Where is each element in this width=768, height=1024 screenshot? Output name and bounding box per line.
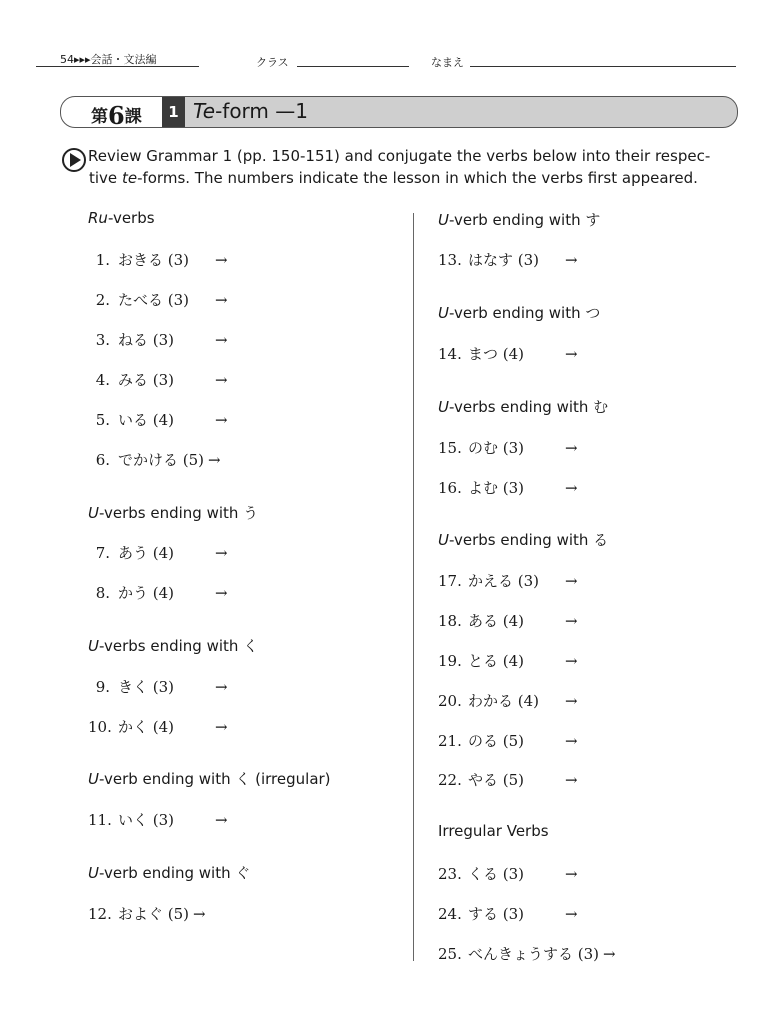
verb-word: みる (3) — [118, 371, 175, 389]
arrow-icon: → — [215, 584, 228, 602]
arrow-icon: → — [565, 771, 578, 789]
verb-word: かえる (3) — [468, 572, 540, 590]
verb-item — [88, 902, 206, 926]
verb-item — [438, 248, 578, 272]
verb-word: かう (4) — [118, 584, 175, 602]
verb-word: のむ (3) — [468, 439, 525, 457]
item-number: 3. — [95, 331, 110, 349]
item-number: 25. — [438, 945, 462, 963]
item-number: 8. — [95, 584, 110, 602]
verb-item — [88, 288, 228, 312]
item-number: 11. — [88, 811, 112, 829]
verb-item — [438, 342, 578, 366]
verb-word: わかる (4) — [468, 692, 540, 710]
item-number: 14. — [438, 345, 462, 363]
arrow-icon: → — [565, 439, 578, 457]
arrow-icon: → — [565, 652, 578, 670]
section-heading: U-verb ending with つ — [438, 304, 601, 322]
lesson-label: 第6課 — [91, 101, 142, 128]
instructions: Review Grammar 1 (pp. 150-151) and conjugate the verbs below into their respec- tive te-forms. The numbers indicate the lesson in which the verbs first appeared. — [88, 147, 711, 187]
verb-item — [438, 902, 578, 926]
item-number: 23. — [438, 865, 462, 883]
verb-item — [88, 541, 228, 565]
verb-word: かく (4) — [118, 718, 175, 736]
item-number: 1. — [95, 251, 110, 269]
item-number: 4. — [95, 371, 110, 389]
verb-word: べんきょうする (3) — [468, 945, 600, 963]
arrow-icon: → — [565, 732, 578, 750]
verb-word: あう (4) — [118, 544, 175, 562]
verb-word: やる (5) — [468, 771, 525, 789]
name-field[interactable] — [470, 66, 736, 67]
verb-word: でかける (5) — [118, 451, 205, 469]
arrow-icon: → — [565, 345, 578, 363]
verb-word: よむ (3) — [468, 479, 525, 497]
arrow-icon: → — [215, 251, 228, 269]
arrow-icon: → — [565, 572, 578, 590]
verb-item — [438, 768, 578, 792]
verb-item — [88, 581, 228, 605]
verb-item — [88, 448, 221, 472]
verb-word: ねる (3) — [118, 331, 175, 349]
item-number: 15. — [438, 439, 462, 457]
item-number: 24. — [438, 905, 462, 923]
verb-item — [88, 368, 228, 392]
section-heading: U-verb ending with す — [438, 211, 601, 229]
arrow-icon: → — [208, 451, 221, 469]
section-heading: Irregular Verbs — [438, 822, 549, 840]
verb-word: ある (4) — [468, 612, 525, 630]
section-heading: U-verb ending with く (irregular) — [88, 770, 331, 788]
verb-word: のる (5) — [468, 732, 525, 750]
verb-word: たべる (3) — [118, 291, 190, 309]
arrow-icon: → — [215, 371, 228, 389]
item-number: 6. — [95, 451, 110, 469]
arrow-icon: → — [565, 612, 578, 630]
column-divider — [413, 213, 414, 961]
verb-word: まつ (4) — [468, 345, 525, 363]
item-number: 9. — [95, 678, 110, 696]
verb-item — [438, 649, 578, 673]
arrow-icon: → — [565, 479, 578, 497]
verb-item — [438, 436, 578, 460]
verb-word: きく (3) — [118, 678, 175, 696]
arrow-icon: → — [193, 905, 206, 923]
name-label: なまえ — [431, 56, 464, 69]
item-number: 13. — [438, 251, 462, 269]
section-heading: U-verb ending with ぐ — [88, 864, 251, 882]
item-number: 5. — [95, 411, 110, 429]
arrow-icon: → — [565, 692, 578, 710]
header-underline — [36, 66, 199, 67]
arrow-icon: → — [565, 251, 578, 269]
section-heading: U-verbs ending with く — [88, 637, 259, 655]
verb-word: およぐ (5) — [118, 905, 190, 923]
verb-item — [88, 808, 228, 832]
arrow-icon: → — [215, 811, 228, 829]
arrow-icon: → — [215, 718, 228, 736]
arrow-icon: → — [215, 544, 228, 562]
verb-item — [88, 675, 228, 699]
item-number: 2. — [95, 291, 110, 309]
arrow-icon: → — [565, 905, 578, 923]
item-number: 16. — [438, 479, 462, 497]
verb-item — [438, 862, 578, 886]
verb-item — [88, 408, 228, 432]
item-number: 17. — [438, 572, 462, 590]
lesson-title-band — [60, 96, 738, 128]
verb-item — [438, 689, 578, 713]
page-header: 54▸▸▸会話・文法編 — [60, 53, 157, 66]
verb-word: とる (4) — [468, 652, 525, 670]
verb-word: おきる (3) — [118, 251, 190, 269]
item-number: 22. — [438, 771, 462, 789]
arrow-icon: → — [215, 291, 228, 309]
class-label: クラス — [256, 56, 289, 69]
verb-item — [88, 248, 228, 272]
verb-item — [438, 729, 578, 753]
verb-word: いる (4) — [118, 411, 175, 429]
verb-item — [438, 942, 616, 966]
verb-item — [88, 328, 228, 352]
section-heading: Ru-verbs — [88, 209, 155, 227]
arrow-icon: → — [215, 678, 228, 696]
arrow-icon: → — [215, 411, 228, 429]
verb-word: する (3) — [468, 905, 525, 923]
item-number: 7. — [95, 544, 110, 562]
arrow-icon: → — [565, 865, 578, 883]
verb-item — [438, 476, 578, 500]
arrow-icon: → — [215, 331, 228, 349]
verb-word: いく (3) — [118, 811, 175, 829]
item-number: 21. — [438, 732, 462, 750]
item-number: 12. — [88, 905, 112, 923]
verb-word: はなす (3) — [468, 251, 540, 269]
verb-word: くる (3) — [468, 865, 525, 883]
play-icon — [62, 148, 86, 172]
verb-item — [438, 609, 578, 633]
exercise-number: 1 — [162, 97, 185, 127]
verb-item — [88, 715, 228, 739]
section-heading: U-verbs ending with む — [438, 398, 609, 416]
arrow-icon: → — [603, 945, 616, 963]
verb-item — [438, 569, 578, 593]
section-heading: U-verbs ending with う — [88, 504, 259, 522]
item-number: 18. — [438, 612, 462, 630]
section-heading: U-verbs ending with る — [438, 531, 609, 549]
item-number: 20. — [438, 692, 462, 710]
item-number: 10. — [88, 718, 112, 736]
class-field[interactable] — [297, 66, 409, 67]
item-number: 19. — [438, 652, 462, 670]
exercise-title: Te-form —1 — [193, 99, 308, 123]
